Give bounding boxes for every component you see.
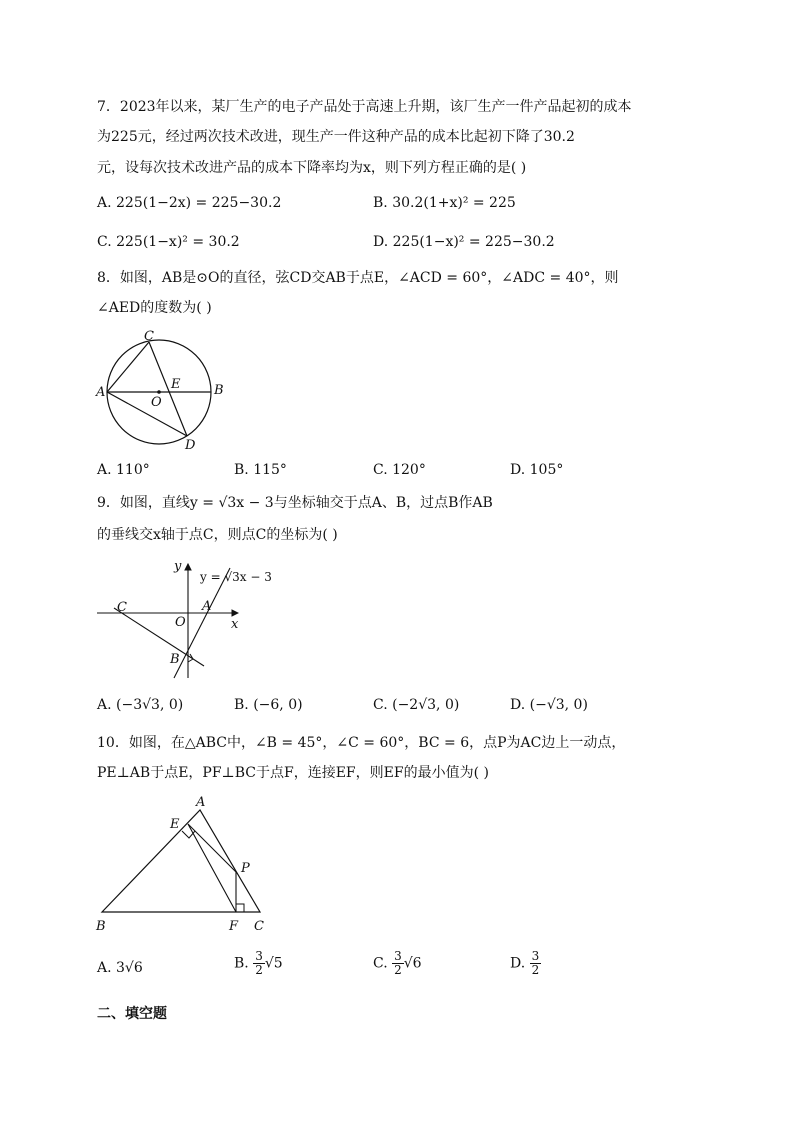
option-a-expr: 3√6 — [116, 960, 143, 976]
q8-option-c: C. 120° — [373, 462, 426, 478]
q10-option-a: A. 3√6 — [97, 960, 143, 976]
label-b: B — [170, 652, 180, 667]
label-b: B — [96, 919, 106, 934]
q7-line-1: 7．2023年以来，某厂生产的电子产品处于高速上升期，该厂生产一件产品起初的成本 — [97, 99, 632, 115]
q9-line-1: 9．如图，直线y = √3x − 3与坐标轴交于点A、B，过点B作AB — [97, 495, 493, 511]
q9-option-a: A. (−3√3, 0) — [97, 697, 184, 713]
label-f: F — [229, 919, 239, 934]
label-c: C — [254, 919, 264, 934]
label-c: C — [117, 600, 127, 615]
q10-triangle-figure — [92, 792, 282, 941]
fraction-c: $\frac{3}{2}$ — [394, 949, 402, 977]
q8-circle-figure — [92, 326, 232, 455]
q7-line-3: 元，设每次技术改进产品的成本下降率均为x，则下列方程正确的是( ) — [97, 160, 527, 176]
q9-option-c: C. (−2√3, 0) — [373, 697, 460, 713]
q8-option-d: D. 105° — [510, 462, 564, 478]
line-bc — [114, 608, 204, 666]
center-point — [157, 390, 161, 394]
right-angle-mark — [188, 654, 193, 662]
label-c: C — [144, 329, 154, 344]
label-e: E — [170, 817, 180, 832]
section-title: 二、填空题 — [97, 1006, 167, 1022]
q7-option-c: C. 225(1−x)² = 30.2 — [97, 234, 240, 250]
segment-ef — [188, 824, 236, 912]
label-o: O — [151, 395, 162, 410]
radical-b: √5 — [264, 955, 283, 972]
q9-line-2: 的垂线交x轴于点C，则点C的坐标为( ) — [97, 527, 338, 543]
chord-ad — [107, 392, 187, 436]
q8-option-a: A. 110° — [97, 462, 150, 478]
q9-option-b: B. (−6, 0) — [234, 697, 303, 713]
label-p: P — [241, 861, 250, 876]
label-e: E — [171, 377, 181, 392]
q10-option-b: B. $\frac{3}{2}$ √5 — [234, 949, 283, 977]
q8-option-b: B. 115° — [234, 462, 287, 478]
q10-option-d: D. $\frac{3}{2}$ — [510, 949, 540, 977]
label-a: A — [202, 599, 212, 614]
fraction-d: $\frac{3}{2}$ — [531, 949, 540, 977]
right-angle-f — [236, 904, 244, 912]
label-a: A — [196, 795, 206, 810]
label-equation: y = √3x − 3 — [200, 570, 272, 584]
label-a: A — [96, 385, 106, 400]
q7-option-a: A. 225(1−2x) = 225−30.2 — [97, 195, 282, 211]
q9-coordinate-figure — [92, 556, 282, 690]
label-b: B — [214, 383, 224, 398]
q9-option-d: D. (−√3, 0) — [510, 697, 588, 713]
right-angle-e — [182, 831, 195, 838]
q8-line-2: ∠AED的度数为( ) — [97, 300, 212, 316]
radical-c: √6 — [403, 955, 422, 972]
q8-line-1: 8．如图，AB是⊙O的直径，弦CD交AB于点E，∠ACD = 60°，∠ADC = 40°，则 — [97, 270, 619, 286]
q7-option-d: D. 225(1−x)² = 225−30.2 — [373, 234, 555, 250]
q7-option-b: B. 30.2(1+x)² = 225 — [373, 195, 516, 211]
chord-cd — [149, 342, 187, 436]
label-x: x — [231, 617, 239, 632]
q7-line-2: 为225元，经过两次技术改进，现生产一件这种产品的成本比起初下降了30.2 — [97, 129, 575, 145]
q10-line-1: 10．如图，在△ABC中，∠B = 45°，∠C = 60°，BC = 6，点P为AC边上一动点， — [97, 735, 626, 751]
label-o: O — [175, 615, 186, 630]
q10-line-2: PE⊥AB于点E，PF⊥BC于点F，连接EF，则EF的最小值为( ) — [97, 765, 489, 781]
label-d: D — [185, 438, 196, 451]
q10-option-c: C. $\frac{3}{2}$ √6 — [373, 949, 422, 977]
fraction-b: $\frac{3}{2}$ — [255, 949, 263, 977]
label-y: y — [174, 559, 182, 574]
